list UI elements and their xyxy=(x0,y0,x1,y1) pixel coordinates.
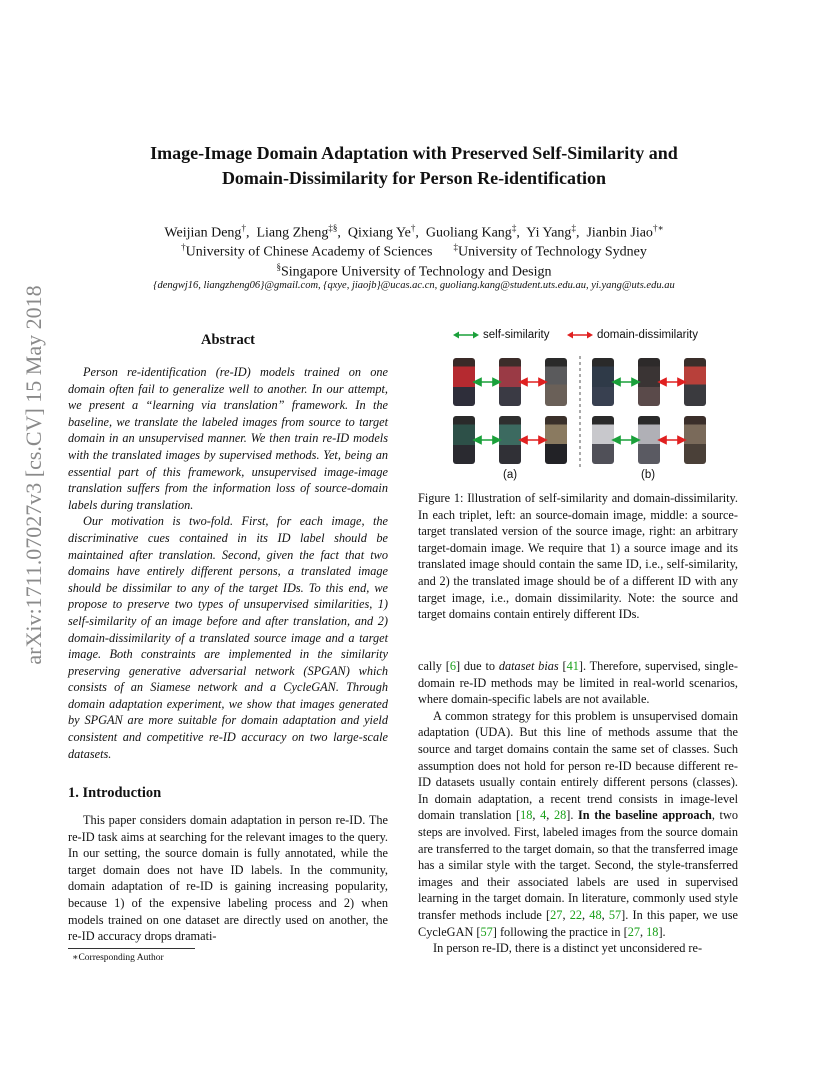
subfigure-label: (b) xyxy=(641,469,656,481)
citation-link[interactable]: 48 xyxy=(589,907,602,922)
body-paragraph: A common strategy for this problem is unsupervised domain adaptation (UDA). But this line of methods assume that the source and target domains contain the same set of classes. Such assumption does not hold for person re-ID because different re-ID datasets usually contain entirely different persons (classes). In domain adaptation, a recent trend consists in image-level domain translation [18, 4, 28]. In the baseline approach, two steps are involved. First, labeled images from the source domain are transferred to the target domain, so that the transferred image has a similar style with the target. Second, the style-transferred images and their associated labels are used in supervised learning in the target domain. In literature, commonly used style transfer methods include [27, 22, 48, 57]. In this paper, we use CycleGAN [57] following the practice in [27, 18]. xyxy=(418,708,738,939)
body-paragraph: cally [6] due to dataset bias [41]. Therefore, supervised, single-domain re-ID methods may be limited in real-world scenarios, where domain-specific labels are not available. xyxy=(418,659,738,707)
section-heading: 1. Introduction xyxy=(68,785,162,801)
figure-caption: Figure 1: Illustration of self-similarity and domain-dissimilarity. In each triplet, left: an source-domain image, middle: a source-target translated version of the source image, right: an arbitrary target-domain image. We require that 1) a source image and its translated image should contain the same ID, i.e., self-similarity, and 2) the translated image should be of a different ID with any target image, i.e., domain dissimilarity. Note: the source and target domains contain entirely different IDs. xyxy=(418,491,738,622)
right-column-body xyxy=(418,658,738,957)
body-paragraph: In person re-ID, there is a distinct yet unconsidered re- xyxy=(433,941,703,956)
legend-self-similarity: self-similarity xyxy=(453,329,549,341)
author-emails: {dengwj16, liangzheng06}@gmail.com, {qxye, jiaojb}@ucas.ac.cn, guoliang.kang@student.uts.edu.au, yi.yang@uts.edu.au xyxy=(153,280,675,291)
figure-arrows xyxy=(445,326,715,484)
citation-link[interactable]: 27 xyxy=(550,907,563,922)
affiliation-line: †University of Chinese Academy of Sciences ‡University of Technology Sydney xyxy=(181,242,647,260)
citation-link[interactable]: 41 xyxy=(566,659,579,673)
citation-link[interactable]: 6 xyxy=(449,659,456,673)
body-paragraph: This paper considers domain adaptation in person re-ID. The re-ID task aims at searching for the relevant images to the query. In our setting, the source domain is fully annotated, while the target domain does not have ID labels. In the community, domain adaptation of re-ID is gaining increasing popularity, because 1) of the expensive labeling process and 2) when models trained on one dataset are directly used on another, the re-ID accuracy drops dramati- xyxy=(68,813,388,944)
legend-domain-dissimilarity: domain-dissimilarity xyxy=(567,329,698,341)
abstract-paragraph: Our motivation is two-fold. First, for each image, the discriminative cues contained in its ID label should be maintained after translation. Second, given the fact that two domains have entirely different persons, a translated image should be dissimilar to any of the target IDs. To this end, we propose to preserve two types of unsupervised similarities, 1) self-similarity of an image before and after translation, and 2) domain-dissimilarity of a translated source image and a target image. Both constraints are implemented in the similarity preserving generative adversarial network (SPGAN) which consists of an Siamese network and a CycleGAN. Through domain adaptation experiment, we show that images generated by SPGAN are more suitable for domain adaptation and yield consistent and competitive re-ID accuracy on two large-scale datasets. xyxy=(68,514,388,761)
citation-link[interactable]: 57 xyxy=(480,924,493,939)
citation-link[interactable]: 57 xyxy=(608,907,622,922)
citation-link[interactable]: 18 xyxy=(646,924,659,939)
footnote-rule xyxy=(68,948,195,949)
citation-link[interactable]: 28 xyxy=(553,808,567,823)
subfigure-label: (a) xyxy=(503,469,518,481)
citation-link[interactable]: 4 xyxy=(540,808,547,823)
citation-link[interactable]: 18 xyxy=(520,808,533,823)
citation-link[interactable]: 27 xyxy=(627,924,640,939)
affiliation-line: §Singapore University of Technology and Design xyxy=(276,262,552,280)
paper-title: Image-Image Domain Adaptation with Preserved Self-Similarity and Domain-Dissimilarity for Person Re-identification xyxy=(150,143,678,188)
abstract-paragraph: Person re-identification (re-ID) models trained on one domain often fail to generalize well to another. In our attempt, we present a “learning via translation” framework. In the baseline, we translate the labeled images from source to target domain in an unsupervised manner. We then train re-ID models with the translated images by supervised methods. Yet, being an essential part of this framework, unsupervised image-image translation suffers from the information loss of source-domain labels during translation. xyxy=(68,365,388,512)
figure-1 xyxy=(445,326,715,484)
arxiv-watermark: arXiv:1711.07027v3 [cs.CV] 15 May 2018 xyxy=(21,285,46,665)
abstract-body xyxy=(68,364,388,762)
abstract-heading: Abstract xyxy=(201,332,255,348)
author-list: Weijian Deng†, Liang Zheng‡§, Qixiang Ye†, Guoliang Kang‡, Yi Yang‡, Jianbin Jiao†∗ xyxy=(164,223,664,241)
intro-body xyxy=(68,812,388,945)
citation-link[interactable]: 22 xyxy=(569,907,583,922)
footnote: ∗Corresponding Author xyxy=(72,953,164,963)
